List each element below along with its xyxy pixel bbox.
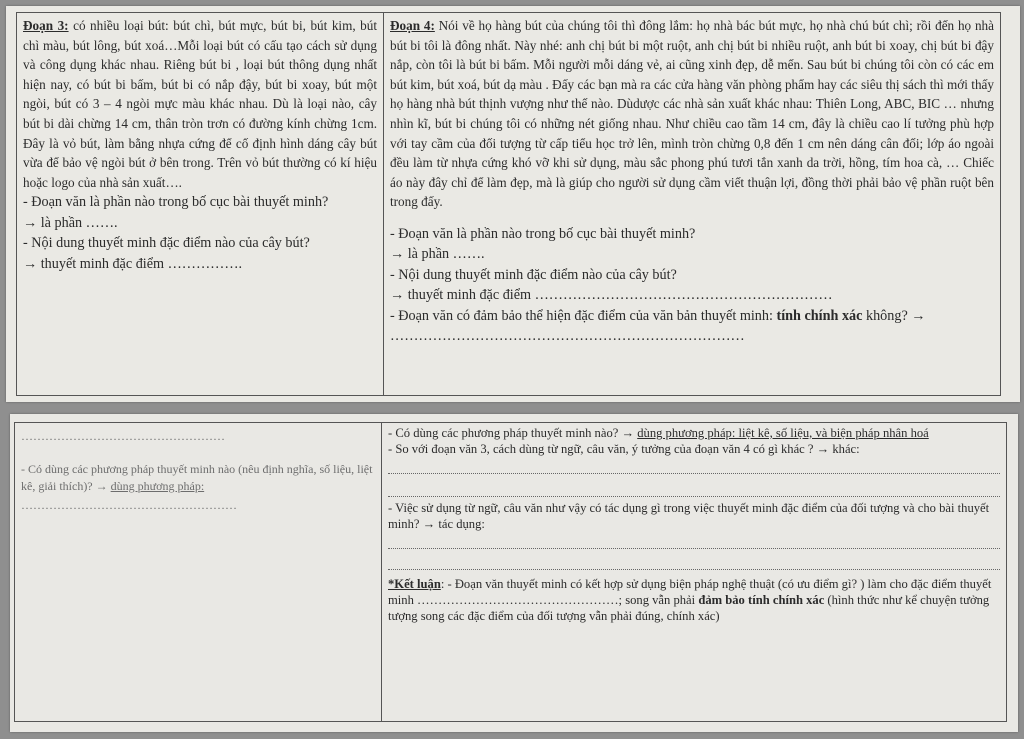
top-dotted-line: …………………………………………… <box>21 429 225 443</box>
answer-line-4 <box>388 559 1000 570</box>
method-question <box>21 461 375 495</box>
paragraph-4-body: Nói về họ hàng bút của chúng tôi thì đông lắm: họ nhà bác bút mực, họ nhà chú bút chì; rồi đến họ nhà bút bi tôi là đông nhất. Này nhé: anh chị bút bi một ruột, anh chị bút bi nhiều ruột, anh bút bi xoay, chị bút bi đậy nắp, còn tôi là bút bi bấm. Mỗi người mỗi dáng vẻ, ai cũng xinh đẹp, dễ mến. Sau bút bi chúng tôi còn có các em bút kim, bút xoá, bút dạ màu . Đấy các bạn mà ra các cửa hàng văn phòng phẩm hay các siêu thị sách thì mới thấy họ hàng nhà bút thịnh vượng như thế nào. Dùdược các nhà sản xuất khác nhau: Thiên Long, ABC, BIC … nhưng nhìn kĩ, bút bi chúng tôi có những nét giống nhau. Như chiều cao tầm 14 cm, đây là chiều cao lí tưởng phù hợp với tay cầm của đối tượng từ cấp tiểu học trở lên, mình tròn chừng 0,8 đến 1 cm nên dáng cân đối; lớp áo ngoài đều làm từ nhựa cứng khó vỡ khi sử dụng, màu sắc phong phú tươi tắn xanh da trời, hồng, tím hoa cà, … Chiếc áo này đây chỉ để làm đẹp, mà là giúp cho người sử dụng cầm viết thuận lợi, đồng thời phải bảo vệ phần ruột bên trong đấy. <box>390 18 994 210</box>
paragraph-3-text <box>23 16 377 192</box>
paragraph-4-answer-1: → là phần ……. <box>390 246 485 263</box>
paragraph-4-question-3 <box>390 306 994 347</box>
method-answer-2: dùng phương pháp: liệt kê, số liệu, và biện pháp nhân hoá <box>637 426 929 440</box>
question-3-bold: tính chính xác <box>776 307 863 324</box>
bottom-dotted-line: ……………………………………………… <box>21 497 237 512</box>
question-3-start: - Đoạn văn có đảm bảo thể hiện đặc điểm của văn bản thuyết minh: <box>390 307 777 324</box>
method-answer-label: dùng phương pháp: <box>110 478 205 493</box>
paragraph-3-question-1: - Đoạn văn là phần nào trong bố cục bài thuyết minh? <box>23 194 329 211</box>
conclusion-part-2: …………………………………………; song vẫn phải <box>417 593 699 607</box>
paragraph-3-heading: Đoạn 3: <box>23 18 69 33</box>
effect-question: - Việc sử dụng từ ngữ, câu văn như vậy có tác dụng gì trong việc thuyết minh đặc điểm của đối tượng và cho bài thuyết minh? → tác dụng: <box>388 501 990 531</box>
paragraph-3-cell <box>16 12 384 396</box>
conclusion-text <box>388 576 1000 624</box>
paragraph-4-cell <box>383 12 1001 396</box>
answer-line-3 <box>388 538 1000 549</box>
conclusion-label: *Kết luận <box>388 577 441 591</box>
paragraph-3-body: có nhiều loại bút: bút chì, bút mực, bút bi, bút kim, bút chì màu, bút lông, bút xoá…Mỗi loại bút có cấu tạo cách sử dụng và công dụng khác nhau. Riêng bút bi , loại bút thông dụng nhất hiện nay, có bút bi bấm, bút bi có nắp đậy, bút bi xoay, bút một ngòi, bút có 3 – 4 ngòi mực màu khác nhau. Dù là loại nào, cây bút bi dài chừng 14 cm, thân tròn trơn có đường kính chừng 1cm. Đây là vỏ bút, làm bằng nhựa cứng để cố định hình dáng cây bút vừa để bảo vệ ngòi bút ở bên trong. Trên vỏ bút thường có kí hiệu hoặc logo của nhà sản xuất…. <box>23 18 378 190</box>
worksheet-top <box>6 6 1020 402</box>
conclusion-part-1: : - Đoạn văn thuyết minh có kết hợp sử dụng biện pháp nghệ thuật (có ưu điểm gì? ) làm cho đặc điểm thuyết minh <box>388 577 992 607</box>
method-question-2-text: - Có dùng các phương pháp thuyết minh nào? → <box>388 426 638 440</box>
comparison-question: - So với đoạn văn 3, cách dùng từ ngữ, câu văn, ý tưởng của đoạn văn 4 có gì khác ? → khác: <box>388 441 860 456</box>
method-question-cell <box>14 422 382 722</box>
worksheet-bottom <box>10 414 1018 732</box>
paragraph-3-answer-2: → thuyết minh đặc điểm ……………. <box>23 255 243 272</box>
method-question-text: - Có dùng các phương pháp thuyết minh nào (nêu định nghĩa, số liệu, liệt kê, giải thích)? → <box>21 461 373 493</box>
paragraph-4-answer-2: → thuyết minh đặc điểm ……………………………………………………… <box>390 287 833 304</box>
paragraph-4-question-1: - Đoạn văn là phần nào trong bố cục bài thuyết minh? <box>390 225 696 242</box>
answer-line-1 <box>388 463 1000 474</box>
analysis-cell <box>381 422 1007 722</box>
paragraph-3-question-2: - Nội dung thuyết minh đặc điểm nào của cây bút? <box>23 235 310 252</box>
conclusion-bold: đảm bảo tính chính xác <box>698 593 825 607</box>
paragraph-4-question-2: - Nội dung thuyết minh đặc điểm nào của cây bút? <box>390 266 677 283</box>
paragraph-3-answer-1: → là phần ……. <box>23 214 118 231</box>
paragraph-4-heading: Đoạn 4: <box>390 18 435 33</box>
question-3-end: không? → ………………………………………………………………… <box>390 307 926 345</box>
conclusion-part-3: (hình thức như kể chuyện tưởng tượng song các đặc điểm của đối tượng vẫn phải đúng, chính xác) <box>388 593 990 623</box>
method-question-2 <box>388 426 1000 442</box>
paragraph-4-text <box>390 16 994 212</box>
answer-line-2 <box>388 486 1000 497</box>
